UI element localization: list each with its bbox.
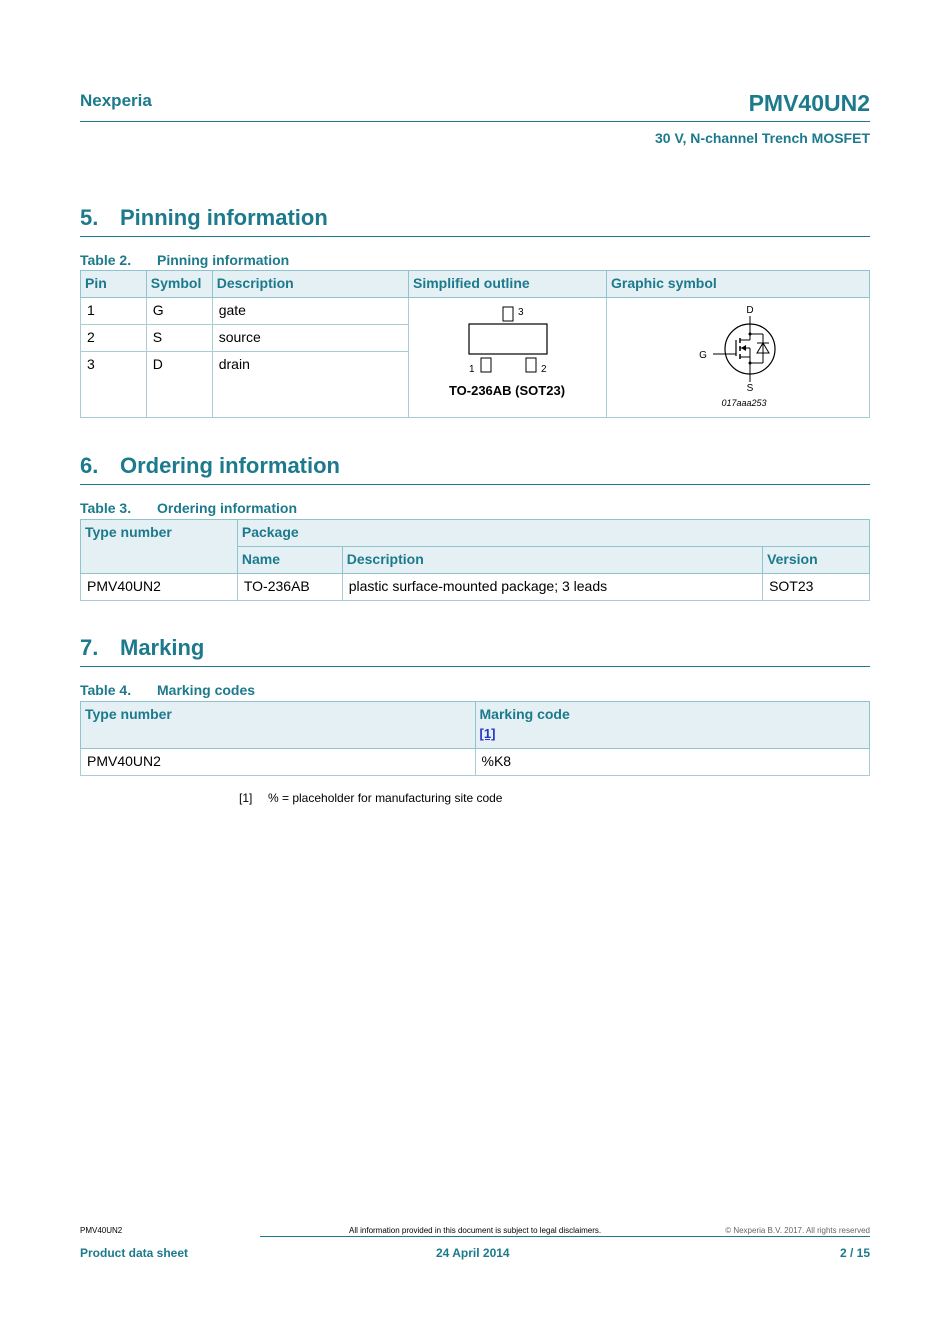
col-header-description: Description xyxy=(212,271,408,298)
outline-cell xyxy=(408,298,606,418)
section-7-heading xyxy=(80,635,204,661)
description-cell: source xyxy=(212,325,408,352)
company-name: Nexperia xyxy=(80,91,152,110)
pin-cell: 2 xyxy=(81,325,147,352)
version-cell: SOT23 xyxy=(763,574,870,601)
source-terminal-label: S xyxy=(746,383,754,394)
table-row xyxy=(81,574,870,601)
table-number: Table 3. xyxy=(80,500,132,516)
table-header-row xyxy=(81,271,870,298)
marking-table xyxy=(80,701,870,776)
section-title: Ordering information xyxy=(120,453,340,478)
footer-doc-id: PMV40UN2 xyxy=(80,1226,123,1235)
section-title: Pinning information xyxy=(120,205,328,230)
table-title: Marking codes xyxy=(157,682,256,698)
footnote-ref: [1] xyxy=(239,791,253,805)
symbol-cell: D xyxy=(146,352,212,418)
outline-package-label: TO-236AB (SOT23) xyxy=(448,383,566,398)
table-header-row xyxy=(81,520,870,547)
section-divider xyxy=(80,236,870,237)
marking-code-cell: %K8 xyxy=(475,749,869,776)
col-header-pin: Pin xyxy=(81,271,147,298)
figure-code-label: 017aaa253 xyxy=(721,398,767,408)
footer-date: 24 April 2014 xyxy=(436,1246,510,1260)
section-title: Marking xyxy=(120,635,205,660)
section-6-heading xyxy=(80,453,340,479)
outline-pin3-label: 3 xyxy=(517,307,524,318)
symbol-cell: S xyxy=(146,325,212,352)
symbol-cell: G xyxy=(146,298,212,325)
pinning-table xyxy=(80,270,870,418)
type-number-cell: PMV40UN2 xyxy=(81,574,238,601)
section-divider xyxy=(80,666,870,667)
pin-cell: 3 xyxy=(81,352,147,418)
description-cell: drain xyxy=(212,352,408,418)
col-header-symbol: Symbol xyxy=(146,271,212,298)
table-title: Ordering information xyxy=(157,500,297,516)
marking-code-label: Marking code xyxy=(479,706,570,722)
package-description-cell: plastic surface-mounted package; 3 leads xyxy=(342,574,762,601)
table-number: Table 2. xyxy=(80,252,132,268)
section-divider xyxy=(80,484,870,485)
description-cell: gate xyxy=(212,298,408,325)
product-subtitle: 30 V, N-channel Trench MOSFET xyxy=(655,130,870,146)
section-5-heading xyxy=(80,205,328,231)
table-row xyxy=(81,749,870,776)
package-name-cell: TO-236AB xyxy=(237,574,342,601)
gate-terminal-label: G xyxy=(699,350,707,361)
footer-sheet-type: Product data sheet xyxy=(80,1246,189,1260)
type-number-cell: PMV40UN2 xyxy=(81,749,476,776)
table-number: Table 4. xyxy=(80,682,132,698)
footer-copyright: © Nexperia B.V. 2017. All rights reserved xyxy=(725,1226,870,1235)
col-header-outline: Simplified outline xyxy=(408,271,606,298)
sot23-outline-drawing xyxy=(409,298,606,416)
table-row xyxy=(81,298,870,325)
mosfet-symbol-drawing xyxy=(607,298,869,416)
col-header-type-number: Type number xyxy=(81,520,238,574)
outline-pin2-label: 2 xyxy=(540,364,547,375)
section-number: 7. xyxy=(80,635,99,660)
pin-cell: 1 xyxy=(81,298,147,325)
table-header-row xyxy=(81,702,870,749)
table-2-caption xyxy=(80,252,289,268)
col-header-name: Name xyxy=(237,547,342,574)
drain-terminal-label: D xyxy=(746,305,754,316)
header-divider xyxy=(80,121,870,122)
ordering-table xyxy=(80,519,870,601)
col-header-type-number: Type number xyxy=(81,702,476,749)
table-4-caption xyxy=(80,682,255,698)
footer-divider xyxy=(260,1236,870,1237)
section-number: 5. xyxy=(80,205,99,230)
col-header-marking-code xyxy=(475,702,869,749)
graphic-symbol-cell xyxy=(606,298,869,418)
col-header-description: Description xyxy=(342,547,762,574)
footer-page-number: 2 / 15 xyxy=(839,1246,870,1260)
table-title: Pinning information xyxy=(157,252,290,268)
table-footnote xyxy=(239,791,502,805)
footnote-text: % = placeholder for manufacturing site code xyxy=(268,791,503,805)
col-header-version: Version xyxy=(763,547,870,574)
section-number: 6. xyxy=(80,453,99,478)
footer-disclaimer: All information provided in this document is subject to legal disclaimers. xyxy=(349,1226,602,1235)
footnote-link[interactable]: [1] xyxy=(479,726,496,741)
product-title: PMV40UN2 xyxy=(748,90,870,116)
outline-pin1-label: 1 xyxy=(468,364,475,375)
table-3-caption xyxy=(80,500,297,516)
col-header-graphic-symbol: Graphic symbol xyxy=(606,271,869,298)
col-header-package: Package xyxy=(237,520,869,547)
